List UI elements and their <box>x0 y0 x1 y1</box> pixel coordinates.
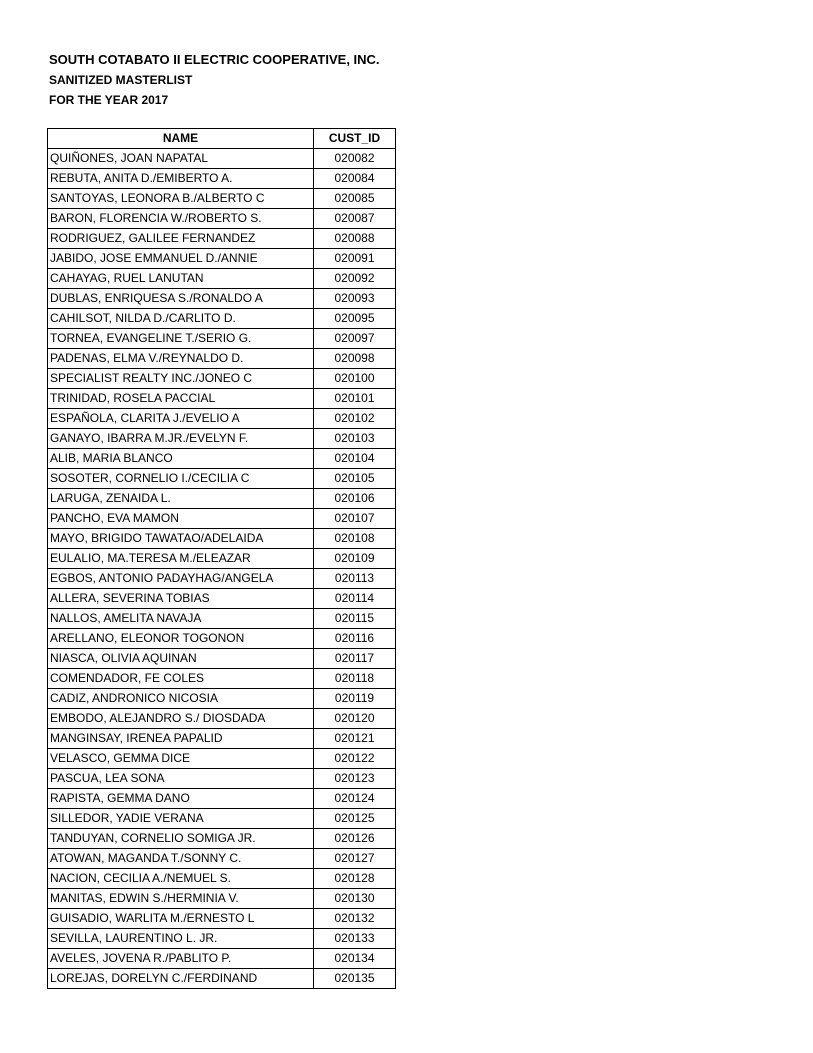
customer-name-cell: EGBOS, ANTONIO PADAYHAG/ANGELA <box>48 569 314 589</box>
table-row <box>48 389 396 409</box>
customer-id-cell: 020104 <box>314 449 396 469</box>
customer-name-cell: NIASCA, OLIVIA AQUINAN <box>48 649 314 669</box>
column-header-name: NAME <box>48 129 314 149</box>
table-row <box>48 569 396 589</box>
year-line: FOR THE YEAR 2017 <box>49 93 169 107</box>
customer-id-cell: 020091 <box>314 249 396 269</box>
customer-id-cell: 020084 <box>314 169 396 189</box>
table-row <box>48 689 396 709</box>
customer-id-cell: 020093 <box>314 289 396 309</box>
table-row <box>48 849 396 869</box>
customer-id-cell: 020113 <box>314 569 396 589</box>
table-row <box>48 949 396 969</box>
table-row <box>48 529 396 549</box>
customer-name-cell: DUBLAS, ENRIQUESA S./RONALDO A <box>48 289 314 309</box>
customer-name-cell: MAYO, BRIGIDO TAWATAO/ADELAIDA <box>48 529 314 549</box>
table-row <box>48 789 396 809</box>
customer-name-cell: MANITAS, EDWIN S./HERMINIA V. <box>48 889 314 909</box>
table-row <box>48 449 396 469</box>
table-header-row <box>48 129 396 149</box>
document-subtitle: SANITIZED MASTERLIST <box>49 73 193 87</box>
customer-name-cell: PADENAS, ELMA V./REYNALDO D. <box>48 349 314 369</box>
table-row <box>48 889 396 909</box>
customer-id-cell: 020100 <box>314 369 396 389</box>
document-header <box>49 50 380 110</box>
customer-id-cell: 020103 <box>314 429 396 449</box>
customer-id-cell: 020124 <box>314 789 396 809</box>
customer-id-cell: 020118 <box>314 669 396 689</box>
customer-id-cell: 020117 <box>314 649 396 669</box>
customer-id-cell: 020107 <box>314 509 396 529</box>
customer-id-cell: 020127 <box>314 849 396 869</box>
customer-id-cell: 020114 <box>314 589 396 609</box>
customer-name-cell: PANCHO, EVA MAMON <box>48 509 314 529</box>
table-row <box>48 249 396 269</box>
table-row <box>48 909 396 929</box>
table-row <box>48 669 396 689</box>
customer-name-cell: PASCUA, LEA SONA <box>48 769 314 789</box>
customer-name-cell: EULALIO, MA.TERESA M./ELEAZAR <box>48 549 314 569</box>
table-row <box>48 489 396 509</box>
customer-name-cell: ALIB, MARIA BLANCO <box>48 449 314 469</box>
table-row <box>48 209 396 229</box>
customer-name-cell: GUISADIO, WARLITA M./ERNESTO L <box>48 909 314 929</box>
table-row <box>48 829 396 849</box>
customer-id-cell: 020095 <box>314 309 396 329</box>
table-row <box>48 809 396 829</box>
customer-name-cell: CADIZ, ANDRONICO NICOSIA <box>48 689 314 709</box>
table-row <box>48 509 396 529</box>
table-row <box>48 969 396 989</box>
customer-id-cell: 020116 <box>314 629 396 649</box>
customer-name-cell: CAHILSOT, NILDA D./CARLITO D. <box>48 309 314 329</box>
customer-id-cell: 020120 <box>314 709 396 729</box>
table-row <box>48 749 396 769</box>
customer-name-cell: ARELLANO, ELEONOR TOGONON <box>48 629 314 649</box>
customer-id-cell: 020098 <box>314 349 396 369</box>
table-row <box>48 189 396 209</box>
customer-name-cell: TRINIDAD, ROSELA PACCIAL <box>48 389 314 409</box>
customer-name-cell: RAPISTA, GEMMA DANO <box>48 789 314 809</box>
table-row <box>48 929 396 949</box>
customer-name-cell: JABIDO, JOSE EMMANUEL D./ANNIE <box>48 249 314 269</box>
organization-title: SOUTH COTABATO II ELECTRIC COOPERATIVE, INC. <box>49 52 380 67</box>
table-row <box>48 409 396 429</box>
table-row <box>48 349 396 369</box>
column-header-cust-id: CUST_ID <box>314 129 396 149</box>
customer-name-cell: SILLEDOR, YADIE VERANA <box>48 809 314 829</box>
customer-id-cell: 020135 <box>314 969 396 989</box>
customer-id-cell: 020102 <box>314 409 396 429</box>
customer-name-cell: MANGINSAY, IRENEA PAPALID <box>48 729 314 749</box>
customer-id-cell: 020082 <box>314 149 396 169</box>
customer-id-cell: 020133 <box>314 929 396 949</box>
table-row <box>48 229 396 249</box>
customer-name-cell: GANAYO, IBARRA M.JR./EVELYN F. <box>48 429 314 449</box>
customer-name-cell: CAHAYAG, RUEL LANUTAN <box>48 269 314 289</box>
table-row <box>48 309 396 329</box>
customer-id-cell: 020108 <box>314 529 396 549</box>
customer-id-cell: 020115 <box>314 609 396 629</box>
customer-id-cell: 020105 <box>314 469 396 489</box>
customer-name-cell: ATOWAN, MAGANDA T./SONNY C. <box>48 849 314 869</box>
table-row <box>48 649 396 669</box>
customer-name-cell: REBUTA, ANITA D./EMIBERTO A. <box>48 169 314 189</box>
customer-id-cell: 020128 <box>314 869 396 889</box>
customer-id-cell: 020109 <box>314 549 396 569</box>
customer-id-cell: 020126 <box>314 829 396 849</box>
table-row <box>48 289 396 309</box>
customer-name-cell: BARON, FLORENCIA W./ROBERTO S. <box>48 209 314 229</box>
customer-name-cell: NACION, CECILIA A./NEMUEL S. <box>48 869 314 889</box>
customer-id-cell: 020088 <box>314 229 396 249</box>
customer-name-cell: AVELES, JOVENA R./PABLITO P. <box>48 949 314 969</box>
customer-name-cell: RODRIGUEZ, GALILEE FERNANDEZ <box>48 229 314 249</box>
customer-id-cell: 020132 <box>314 909 396 929</box>
table-row <box>48 549 396 569</box>
customer-id-cell: 020119 <box>314 689 396 709</box>
customer-id-cell: 020092 <box>314 269 396 289</box>
table-row <box>48 729 396 749</box>
customer-name-cell: SPECIALIST REALTY INC./JONEO C <box>48 369 314 389</box>
table-row <box>48 369 396 389</box>
customer-id-cell: 020134 <box>314 949 396 969</box>
table-row <box>48 769 396 789</box>
customer-name-cell: EMBODO, ALEJANDRO S./ DIOSDADA <box>48 709 314 729</box>
customer-id-cell: 020087 <box>314 209 396 229</box>
customer-id-cell: 020121 <box>314 729 396 749</box>
customer-name-cell: SEVILLA, LAURENTINO L. JR. <box>48 929 314 949</box>
customer-name-cell: LARUGA, ZENAIDA L. <box>48 489 314 509</box>
table-row <box>48 169 396 189</box>
table-row <box>48 329 396 349</box>
customer-id-cell: 020125 <box>314 809 396 829</box>
customer-name-cell: TORNEA, EVANGELINE T./SERIO G. <box>48 329 314 349</box>
table-row <box>48 469 396 489</box>
table-row <box>48 589 396 609</box>
table-row <box>48 149 396 169</box>
customer-name-cell: ALLERA, SEVERINA TOBIAS <box>48 589 314 609</box>
table-row <box>48 709 396 729</box>
customer-id-cell: 020122 <box>314 749 396 769</box>
customer-name-cell: VELASCO, GEMMA DICE <box>48 749 314 769</box>
customer-name-cell: TANDUYAN, CORNELIO SOMIGA JR. <box>48 829 314 849</box>
customer-id-cell: 020101 <box>314 389 396 409</box>
masterlist-table <box>47 128 396 989</box>
customer-id-cell: 020106 <box>314 489 396 509</box>
table-row <box>48 609 396 629</box>
customer-name-cell: SANTOYAS, LEONORA B./ALBERTO C <box>48 189 314 209</box>
table-row <box>48 429 396 449</box>
customer-id-cell: 020123 <box>314 769 396 789</box>
table-body <box>48 149 396 989</box>
customer-id-cell: 020097 <box>314 329 396 349</box>
customer-id-cell: 020085 <box>314 189 396 209</box>
table-row <box>48 869 396 889</box>
customer-name-cell: ESPAÑOLA, CLARITA J./EVELIO A <box>48 409 314 429</box>
customer-id-cell: 020130 <box>314 889 396 909</box>
customer-name-cell: SOSOTER, CORNELIO I./CECILIA C <box>48 469 314 489</box>
table-row <box>48 269 396 289</box>
customer-name-cell: LOREJAS, DORELYN C./FERDINAND <box>48 969 314 989</box>
table-row <box>48 629 396 649</box>
customer-name-cell: COMENDADOR, FE COLES <box>48 669 314 689</box>
customer-name-cell: QUIÑONES, JOAN NAPATAL <box>48 149 314 169</box>
customer-name-cell: NALLOS, AMELITA NAVAJA <box>48 609 314 629</box>
